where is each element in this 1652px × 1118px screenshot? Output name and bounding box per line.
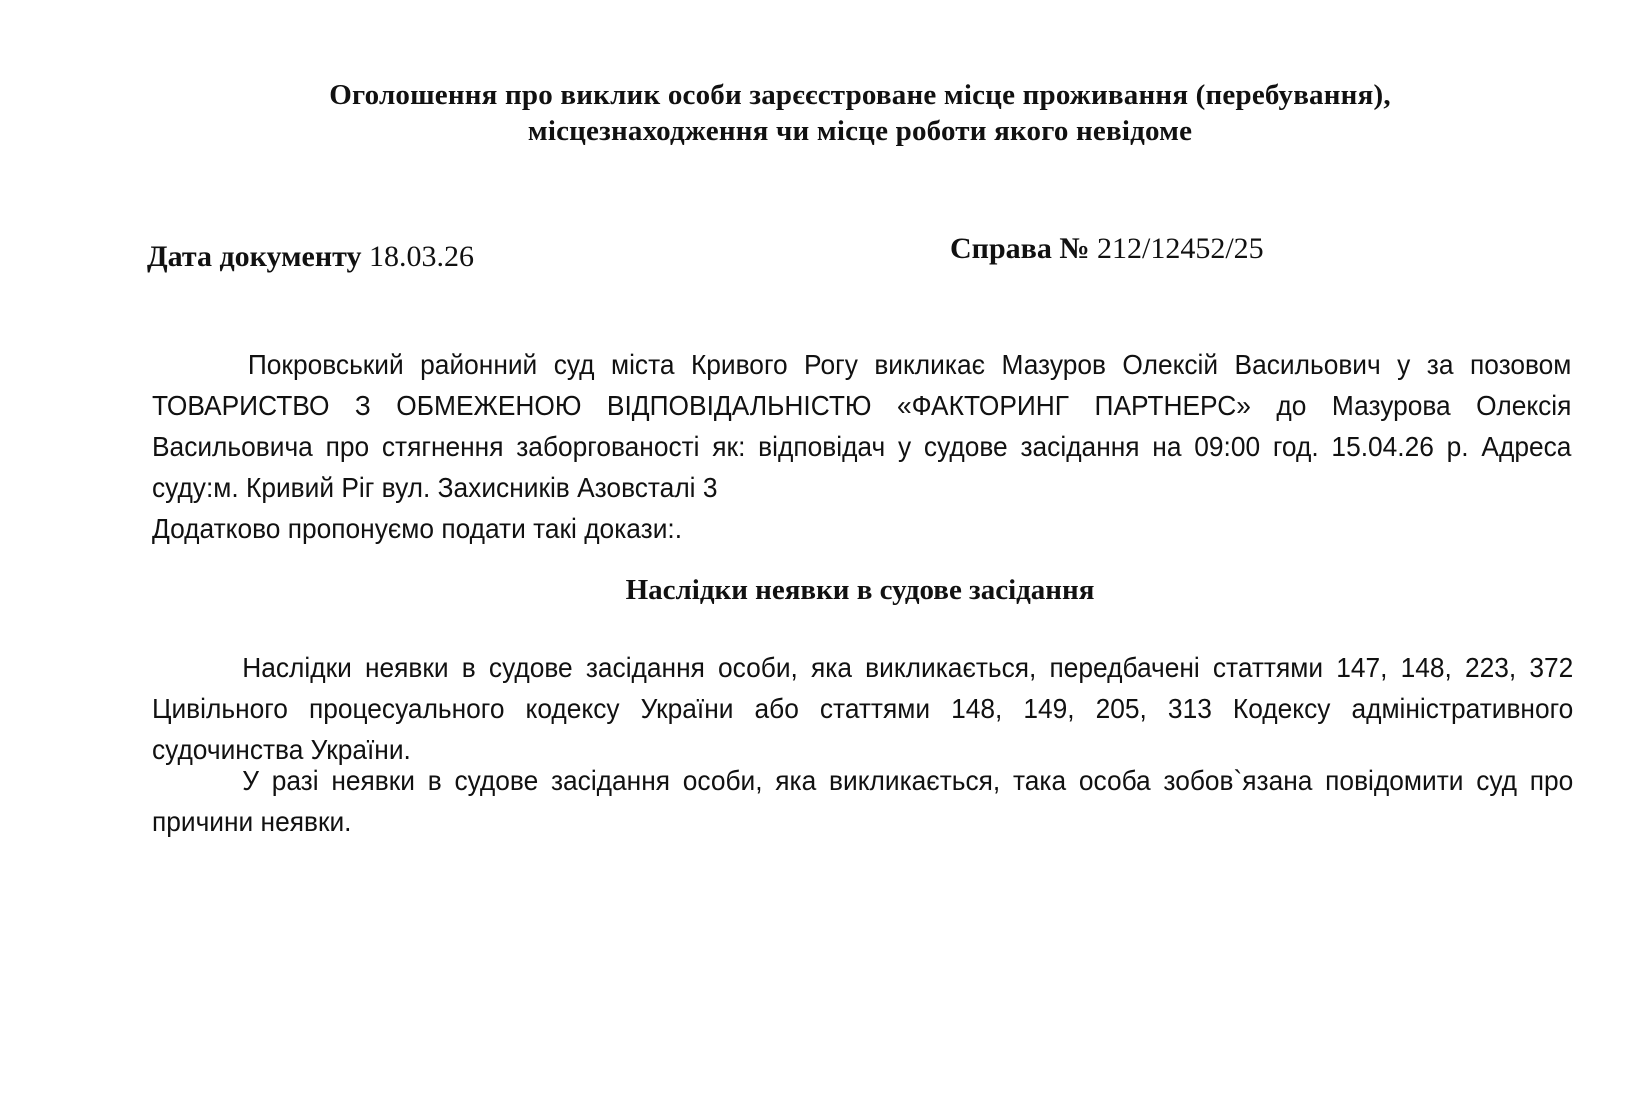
document-date bbox=[147, 240, 474, 274]
document-title-line-2: місцезнаходження чи місце роботи якого невідоме bbox=[527, 115, 1193, 147]
case-number-label: Справа № bbox=[950, 232, 1090, 265]
additional-evidence-text: Додатково пропонуємо подати такі докази:. bbox=[152, 513, 683, 544]
document-date-value: 18.03.26 bbox=[368, 240, 474, 273]
document-title-line-1: Оголошення про виклик особи зарєєстроване місце проживання (перебування), bbox=[329, 79, 1391, 111]
consequences-paragraph-2: У разі неявки в судове засідання особи, яка викликається, така особа зобов`язана повідомити суд про причини неявки. bbox=[152, 765, 1574, 837]
summons-paragraph: Покровський районний суд міста Кривого Рогу викликає Мазуров Олексій Васильович у за позовом ТОВАРИСТВО З ОБМЕЖЕНОЮ ВІДПОВІДАЛЬНІСТЮ «ФАКТОРИНГ ПАРТНЕРС» до Мазурова Олексія Васильовича про стягнення заборгованості як: відповідач у судове засідання на 09:00 год. 15.04.26 р. Адреса суду:м. Кривий Ріг вул. Захисників Азовсталі 3 bbox=[152, 349, 1572, 503]
consequences-paragraph-1: Наслідки неявки в судове засідання особи, яка викликається, передбачені статтями 147, 148, 223, 372 Цивільного процесуального кодексу України або статтями 148, 149, 205, 313 Кодексу адміністративного судочинства України. bbox=[152, 652, 1574, 765]
consequences-heading: Наслідки неявки в судове засідання bbox=[625, 574, 1095, 606]
case-number-value: 212/12452/25 bbox=[1096, 232, 1264, 265]
document-date-label: Дата документу bbox=[147, 240, 362, 273]
case-number bbox=[950, 232, 1264, 266]
